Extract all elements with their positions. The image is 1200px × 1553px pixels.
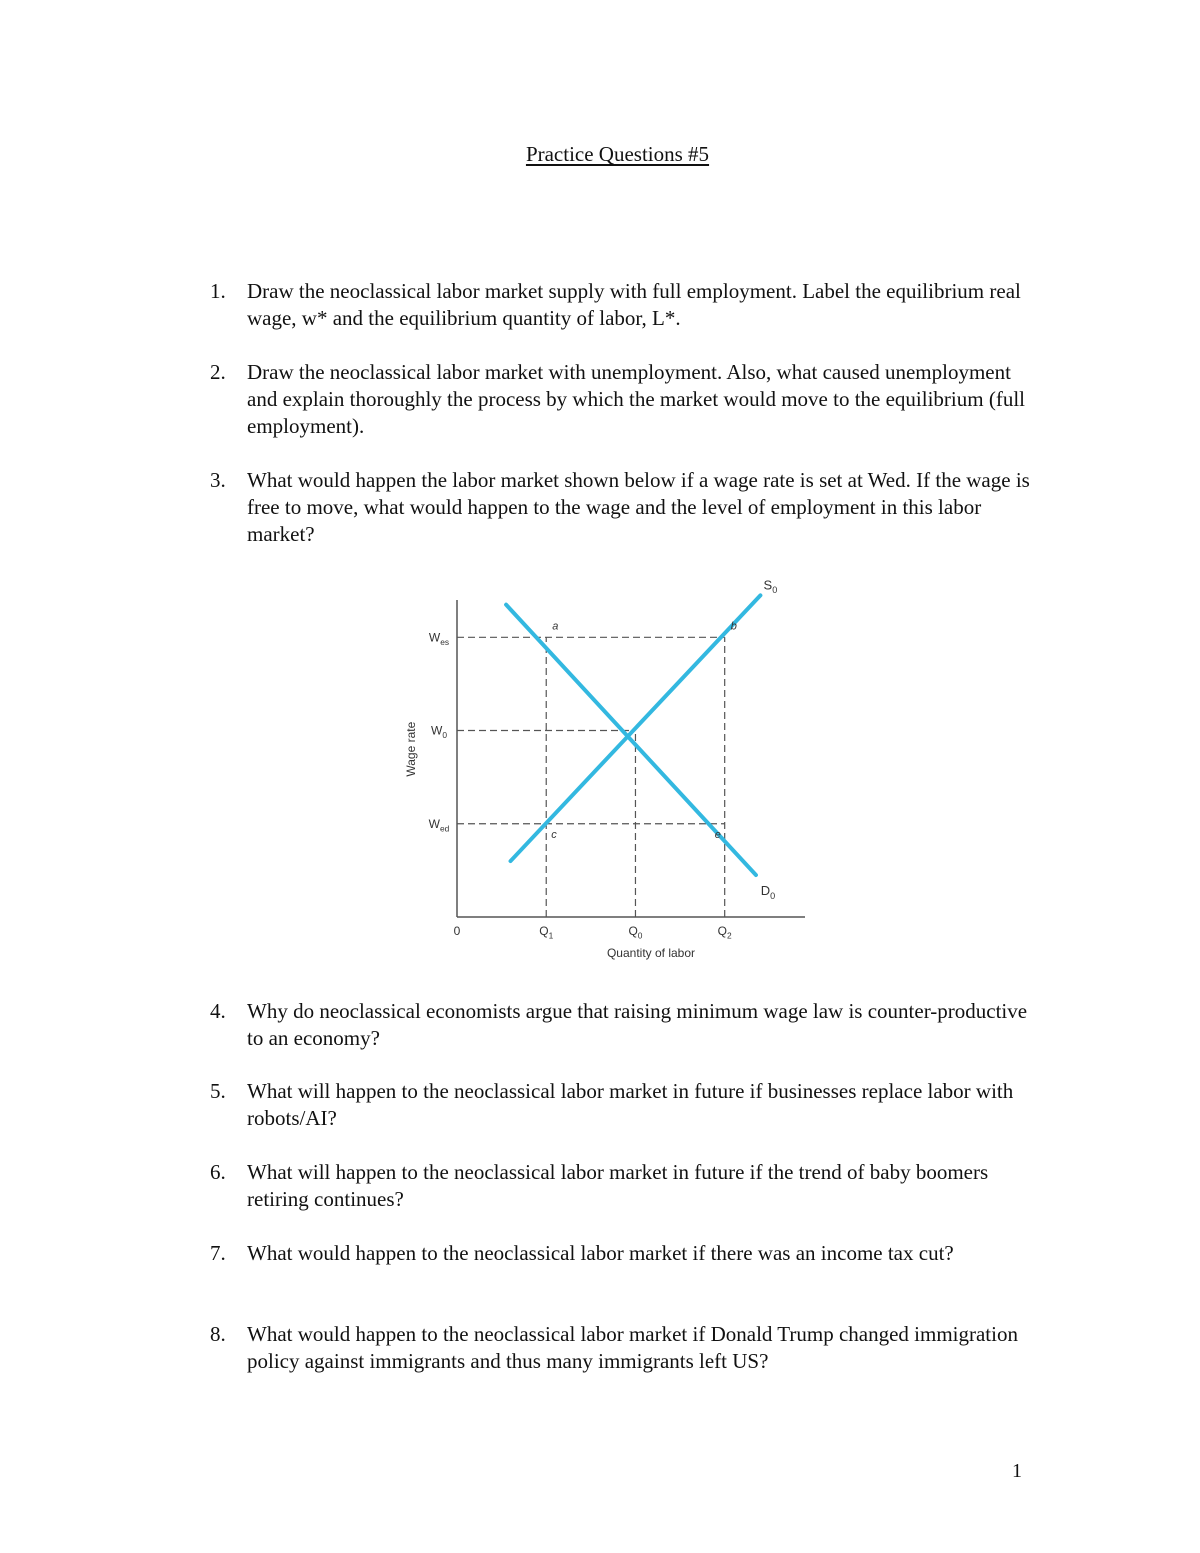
x-tick-label: $Q_2$ — [717, 924, 732, 941]
x-tick-label: 0 — [453, 924, 461, 938]
question-5 — [210, 1078, 1030, 1132]
y-tick-label: $W_{es}$ — [428, 630, 450, 647]
curve-label-s0: $S_0$ — [763, 580, 778, 596]
question-6 — [210, 1159, 1030, 1213]
question-text: What will happen to the neoclassical labor market in future if businesses replace labor with robots/AI? — [247, 1079, 1014, 1130]
question-text: Draw the neoclassical labor market with unemployment. Also, what caused unemployment and explain thoroughly the process by which the market would move to the equilibrium (full employment). — [247, 360, 1025, 438]
point-label-b: b — [730, 620, 737, 633]
y-tick-label: $W_0$ — [431, 723, 447, 741]
question-number: 5. — [210, 1079, 226, 1103]
question-7 — [210, 1240, 1030, 1267]
question-number: 2. — [210, 360, 226, 384]
y-tick-label: $W_{ed}$ — [428, 816, 450, 834]
curve-s0 — [511, 595, 761, 861]
question-text: What will happen to the neoclassical labor market in future if the trend of baby boomers retiring continues? — [247, 1160, 989, 1211]
question-number: 7. — [210, 1241, 226, 1265]
question-text: Why do neoclassical economists argue that raising minimum wage law is counter-productive to an economy? — [247, 999, 1028, 1050]
point-label-a: a — [552, 620, 559, 633]
question-number: 6. — [210, 1160, 226, 1184]
y-axis-label: Wage rate — [404, 721, 418, 777]
question-8 — [210, 1321, 1030, 1375]
page-number: 1 — [1012, 1460, 1022, 1482]
point-label-c: c — [551, 828, 557, 841]
question-text: What would happen the labor market shown below if a wage rate is set at Wed. If the wage is free to move, what would happen to the wage and the level of employment in this labor market? — [247, 468, 1030, 546]
question-2 — [210, 359, 1030, 440]
labor-market-chart — [395, 580, 815, 965]
x-axis-label: Quantity of labor — [606, 946, 696, 960]
question-4 — [210, 998, 1030, 1052]
question-number: 4. — [210, 999, 226, 1023]
question-text: What would happen to the neoclassical labor market if Donald Trump changed immigration policy against immigrants and thus many immigrants left US? — [247, 1322, 1018, 1373]
curve-label-d0: $D_0$ — [760, 883, 776, 901]
question-number: 8. — [210, 1322, 226, 1346]
question-3 — [210, 467, 1030, 548]
question-1 — [210, 278, 1030, 332]
question-number: 3. — [210, 468, 226, 492]
x-tick-label: $Q_1$ — [539, 924, 554, 941]
page-title: Practice Questions #5 — [525, 142, 710, 166]
question-text: Draw the neoclassical labor market supply with full employment. Label the equilibrium real wage, w* and the equilibrium quantity of labor, L*. — [247, 279, 1021, 330]
point-label-e: e — [714, 828, 721, 841]
x-tick-label: $Q_0$ — [628, 924, 643, 941]
question-text: What would happen to the neoclassical labor market if there was an income tax cut? — [247, 1241, 954, 1265]
question-number: 1. — [210, 279, 226, 303]
